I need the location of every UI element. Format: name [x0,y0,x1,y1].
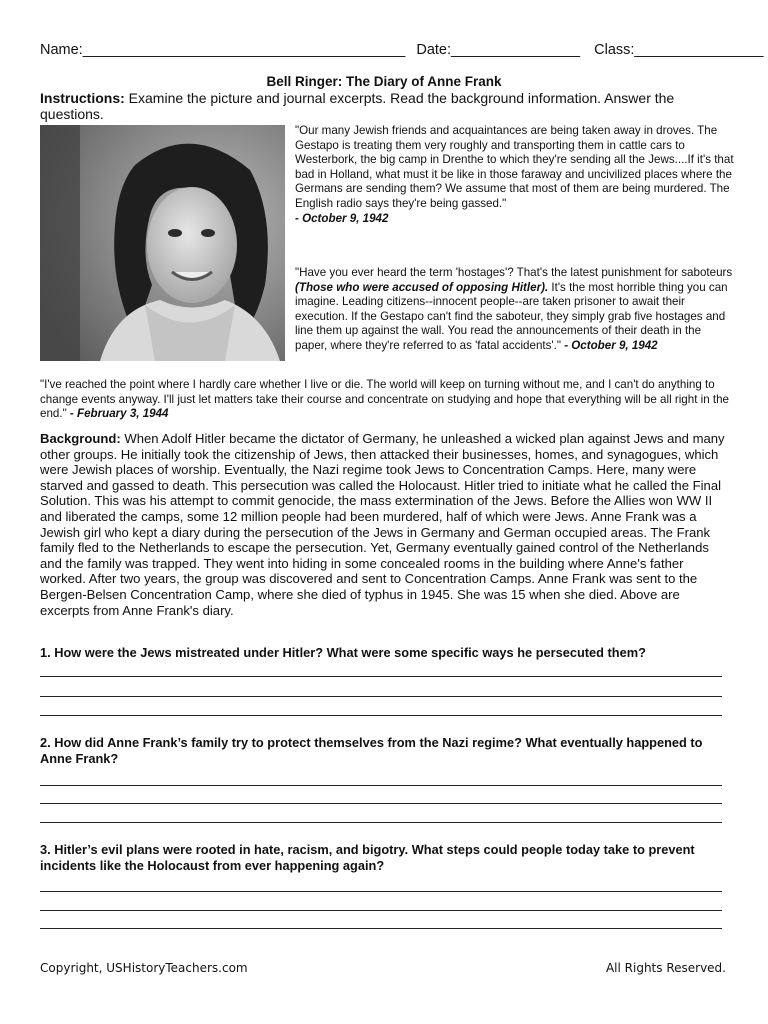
name-label: Name: [40,42,83,58]
answer-line[interactable] [40,928,722,929]
question-2: 2. How did Anne Frank’s family try to protect themselves from the Nazi regime? What eventually happened to Anne Frank? [40,735,703,766]
date-label: Date: [416,42,452,58]
class-label: Class: [594,42,635,58]
footer-copyright: Copyright, USHistoryTeachers.com [40,961,248,975]
answer-line[interactable] [40,785,722,786]
background-label: Background: [40,431,121,446]
question-1: 1. How were the Jews mistreated under Hitler? What were some specific ways he persecuted them? [40,645,646,660]
instructions [40,90,700,122]
name-blank[interactable]: ________________________________________ [82,42,406,58]
excerpt-1-text: "Our many Jewish friends and acquaintances are being taken away in droves. The Gestapo is treating them very roughly and transporting them in cattle cars to Westerbork, the big camp in Drenthe to which they're sending all the Jews....If it's that bad in Holland, what must it be like in those faraway and uncivilized places where the Germans are sending them? We assume that most of them are being murdered. The English radio says they're being gassed." [295,124,734,210]
answer-line[interactable] [40,696,722,697]
excerpt-2-text-b: It's the most horrible thing you can imagine. Leading citizens--innocent people--are taken prisoner to await their execution. If the Gestapo can't find the saboteur, they simply grab five hostages and line them up against the wall. You read the announcements of their death in the paper, where they're referred to as 'fatal accidents'." [295,280,728,352]
header-fields [40,42,764,58]
class-blank[interactable]: ________________ [634,42,764,58]
diary-excerpt-3 [40,378,730,422]
excerpt-3-date: - February 3, 1944 [69,407,169,421]
excerpt-3-text: "I've reached the point where I hardly care whether I live or die. The world will keep on turning without me, and I can't do anything to change events anyway. I'll just let matters take their course and concentrate on studying and hope that everything will be all right in the end." [40,378,730,421]
excerpt-2-emphasis: (Those who were accused of opposing Hitler). [295,280,549,294]
answer-line[interactable] [40,891,722,892]
excerpt-2-text-a: "Have you ever heard the term 'hostages'? That's the latest punishment for saboteurs [295,266,733,279]
answer-line[interactable] [40,676,722,677]
answer-line[interactable] [40,910,722,911]
diary-excerpt-1 [295,124,735,226]
diary-excerpt-2 [295,266,735,354]
background-paragraph [40,431,730,618]
background-text: When Adolf Hitler became the dictator of Germany, he unleashed a wicked plan against Jews and many other groups. He initially took the citizenship of Jews, then attacked their businesses, homes, and synagogues, which were Jewish places of worship. Eventually, the Nazi regime took Jews to Concentration Camps. Here, many were starved and gassed to death. This persecution was called the Holocaust. Hitler tried to initiate what he called the Final Solution. This was his attempt to commit genocide, the mass extermination of the Jews. Before the Allies won WW II and liberated the camps, some 12 million people had been murdered, half of which were Jews. Anne Frank was a Jewish girl who kept a diary during the persecution of the Jews in Germany and German occupied areas. The Frank family fled to the Netherlands to escape the persecution. Yet, Germany eventually gained control of the Netherlands and the family was trapped. They went into hiding in some concealed rooms in the building where Anne's father worked. After two years, the group was discovered and sent to Concentration Camps. Anne Frank was sent to the Bergen-Belsen Concentration Camp, where she died of typhus in 1945. She was 15 when she died. Above are excerpts from Anne Frank's diary. [40,431,725,618]
answer-line[interactable] [40,822,722,823]
excerpt-1-date: - October 9, 1942 [295,211,389,225]
answer-line[interactable] [40,715,722,716]
excerpt-2-date: - October 9, 1942 [564,338,658,352]
date-blank[interactable]: ________________ [451,42,581,58]
answer-line[interactable] [40,803,722,804]
question-3: 3. Hitler’s evil plans were rooted in hate, racism, and bigotry. What steps could people today take to prevent incidents like the Holocaust from ever happening again? [40,842,695,873]
page-title: Bell Ringer: The Diary of Anne Frank [266,74,502,89]
instructions-text: Examine the picture and journal excerpts. Read the background information. Answer the questions. [40,90,675,122]
instructions-label: Instructions: [40,90,125,106]
footer-rights: All Rights Reserved. [605,961,726,975]
anne-frank-photo [40,125,285,361]
